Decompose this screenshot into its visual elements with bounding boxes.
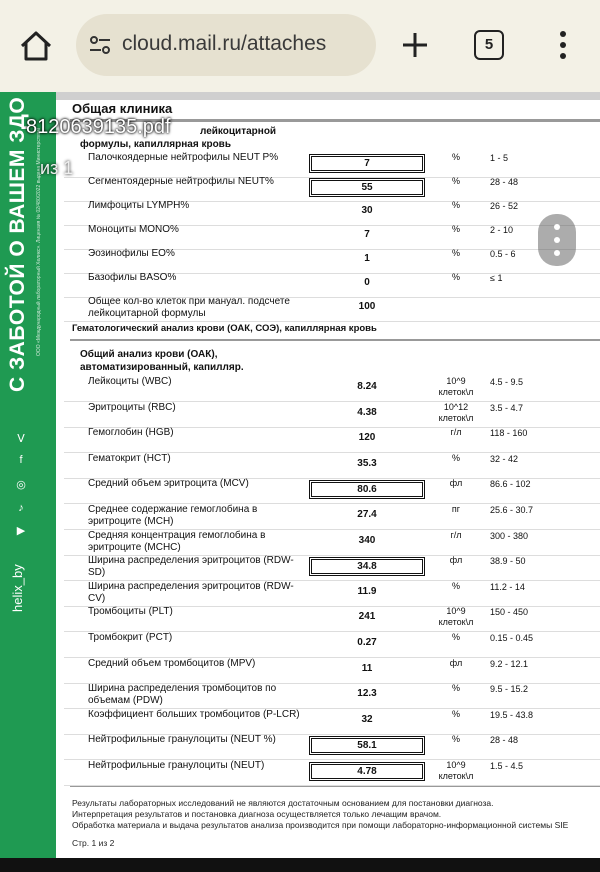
reference-range: 11.2 - 14 [490, 581, 525, 592]
facebook-icon: f [19, 454, 23, 466]
youtube-icon: ▶ [16, 525, 26, 537]
unit: % [451, 176, 460, 186]
result-value: 241 [358, 611, 376, 623]
table-row [64, 530, 600, 556]
result-value: 58.1 [311, 738, 423, 753]
result-value: 55 [311, 180, 423, 195]
result-value: 32 [361, 713, 373, 725]
test-name: Коэффициент больших тромбоцитов (P-LCR) [88, 708, 300, 720]
unit: % [451, 272, 460, 282]
table-row [64, 248, 600, 274]
subsection-divider [70, 339, 600, 341]
test-name: Ширина распределения эритроцитов (RDW-SD) [88, 555, 294, 579]
unit: % [451, 200, 460, 210]
brand-handle: helix_by [10, 564, 25, 612]
reference-range: 3.5 - 4.7 [490, 402, 524, 413]
unit: фл [449, 478, 463, 489]
reference-range: 300 - 380 [490, 530, 529, 541]
tiktok-icon: ♪ [18, 502, 24, 514]
reference-range: 86.6 - 102 [490, 479, 531, 490]
result-value: 120 [358, 432, 376, 444]
subsection-title-part1: лейкоцитарной [200, 126, 277, 137]
result-value: 0 [364, 277, 370, 288]
test-name: Общее кол-во клеток при мануал. подсчете лейкоцитарной формулы [88, 296, 290, 319]
reference-range: 1 - 5 [490, 153, 509, 163]
footer-divider [70, 786, 600, 787]
test-name: Базофилы BASO% [88, 272, 177, 283]
reference-range: 1.5 - 4.5 [490, 761, 524, 771]
test-name: Ширина распределения тромбоцитов по объемам (PDW) [88, 683, 277, 707]
result-value: 8.24 [357, 381, 377, 392]
reference-range: 26 - 52 [490, 201, 519, 211]
reference-range: 150 - 450 [490, 607, 529, 618]
footer-line-2: Интерпретация результатов и постановка диагноза осуществляется только лечащим врачом. [72, 809, 442, 819]
result-value: 80.6 [311, 482, 423, 497]
license-text: ООО «Международный лабораторный Хеликс». Лицензия № 02/480/2022 выдана Министерством [36, 128, 42, 356]
page-number: Стр. 1 из 2 [72, 838, 115, 848]
reference-range: 4.5 - 9.5 [490, 377, 524, 387]
address-bar[interactable] [76, 14, 376, 76]
unit: г/л [450, 427, 462, 438]
table-row [64, 581, 600, 607]
result-value: 100 [358, 301, 376, 312]
result-value: 4.78 [311, 764, 423, 779]
section-title: Общая клиника [72, 101, 173, 116]
test-name: Моноциты MONO% [88, 224, 179, 235]
result-value: 1 [364, 253, 370, 264]
unit: 10^12 клеток\л [438, 401, 474, 423]
subsection-cbc-line2: автоматизированный, капилляр. [80, 362, 244, 373]
unit: фл [449, 657, 463, 668]
table-row [64, 272, 600, 298]
pdf-filename: 8120639135.pdf [26, 116, 171, 138]
result-value: 7 [311, 156, 423, 171]
new-tab-icon[interactable] [398, 28, 432, 62]
subsection-cbc-line1: Общий анализ крови (ОАК), [80, 349, 218, 360]
unit: г/л [450, 529, 462, 540]
table-row [64, 709, 600, 735]
test-name: Эозинофилы EO% [88, 248, 175, 259]
test-name: Нейтрофильные гранулоциты (NEUT) [88, 760, 265, 771]
result-value: 35.3 [357, 457, 377, 469]
reference-range: 2 - 10 [490, 225, 514, 235]
pdf-page [64, 92, 600, 858]
reference-range: 19.5 - 43.8 [490, 709, 534, 720]
unit: % [451, 248, 460, 258]
home-icon[interactable] [14, 26, 58, 66]
footer-line-1: Результаты лабораторных исследований не являются достаточным основанием для постановки диагноза. [72, 798, 494, 808]
unit: % [451, 708, 460, 719]
test-name: Средняя концентрация гемоглобина в эритроците (MCHC) [88, 529, 266, 553]
result-value: 0.27 [357, 637, 377, 648]
table-row [64, 504, 600, 530]
result-value: 11 [361, 662, 373, 674]
test-name: Лимфоциты LYMPH% [88, 200, 190, 211]
reference-range: ≤ 1 [490, 273, 503, 283]
test-name: Средний объем тромбоцитов (MPV) [88, 657, 256, 669]
unit: % [451, 734, 460, 745]
test-name: Тромбокрит (PCT) [88, 632, 173, 643]
brand-sidebar [0, 92, 56, 858]
test-name: Сегментоядерные нейтрофилы NEUT% [88, 176, 274, 187]
unit: 10^9 клеток\л [438, 376, 474, 397]
table-row [64, 176, 600, 202]
test-name: Гемоглобин (HGB) [88, 427, 174, 439]
site-settings-icon[interactable] [88, 33, 112, 57]
reference-range: 25.6 - 30.7 [490, 505, 534, 515]
unit: % [451, 152, 460, 162]
table-row [64, 296, 600, 322]
instagram-icon: ◎ [16, 479, 26, 491]
reference-range: 28 - 48 [490, 735, 519, 746]
unit: фл [449, 555, 463, 566]
page-indicator: из 1 [40, 158, 74, 178]
table-row [64, 632, 600, 658]
reference-range: 0.5 - 6 [490, 249, 516, 259]
url-text[interactable]: cloud.mail.ru/attaches [122, 32, 327, 55]
vk-icon: ᐯ [17, 433, 25, 445]
more-menu-icon[interactable] [550, 28, 576, 62]
unit: % [451, 452, 460, 463]
table-row [64, 224, 600, 250]
brand-slogan: С ЗАБОТОЙ О ВАШЕМ ЗДО [6, 96, 29, 392]
table-row [64, 760, 600, 786]
dot-icon [554, 237, 560, 243]
result-value: 12.3 [357, 688, 377, 700]
test-name: Среднее содержание гемоглобина в эритроците (MCH) [88, 504, 258, 527]
dot-icon [554, 224, 560, 230]
table-row [64, 376, 600, 402]
table-row [64, 200, 600, 226]
reference-range: 32 - 42 [490, 453, 519, 464]
result-value: 11.9 [357, 585, 377, 597]
reference-range: 118 - 160 [490, 428, 528, 439]
reference-range: 0.15 - 0.45 [490, 633, 534, 643]
dot-icon [554, 250, 560, 256]
test-name: Палочкоядерные нейтрофилы NEUT P% [88, 152, 279, 163]
system-nav-bar [0, 858, 600, 872]
test-name: Ширина распределения эритроцитов (RDW-CV) [88, 580, 294, 604]
table-row [64, 683, 600, 709]
test-name: Гематокрит (HCT) [88, 452, 171, 464]
reference-range: 28 - 48 [490, 177, 519, 187]
reference-range: 9.5 - 15.2 [490, 684, 529, 695]
table-row [64, 658, 600, 684]
table-row [64, 606, 600, 632]
table-row [64, 555, 600, 581]
test-name: Эритроциты (RBC) [88, 401, 176, 413]
test-name: Средний объем эритроцита (MCV) [88, 478, 249, 490]
unit: % [451, 580, 460, 591]
test-name: Тромбоциты (PLT) [88, 606, 173, 618]
subsection-hematology: Гематологический анализ крови (ОАК, СОЭ), капиллярная кровь [72, 323, 377, 334]
unit: 10^9 клеток\л [438, 760, 474, 781]
unit: 10^9 клеток\л [438, 606, 474, 628]
result-value: 340 [358, 534, 376, 546]
table-row [64, 427, 600, 453]
reference-range: 38.9 - 50 [490, 556, 526, 567]
table-row [64, 734, 600, 760]
result-value: 27.4 [357, 509, 377, 520]
footer-line-3: Обработка материала и выдача результатов анализа производится при помощи лабораторно-информационной системы SIE [72, 820, 569, 830]
test-name: Лейкоциты (WBC) [88, 376, 172, 387]
pdf-viewer[interactable] [0, 92, 600, 858]
result-value: 4.38 [357, 406, 377, 418]
reference-range: 9.2 - 12.1 [490, 658, 529, 669]
table-row [64, 402, 600, 428]
tab-switcher-button[interactable]: 5 [474, 30, 504, 60]
browser-toolbar [0, 0, 600, 92]
result-value: 34.8 [311, 559, 423, 574]
table-row [64, 478, 600, 504]
table-row [64, 152, 600, 178]
test-name: Нейтрофильные гранулоциты (NEUT %) [88, 734, 276, 746]
viewer-menu-button[interactable] [538, 214, 576, 266]
unit: % [451, 683, 460, 694]
table-row [64, 453, 600, 479]
unit: % [451, 224, 460, 234]
result-value: 30 [361, 205, 373, 216]
subsection-title-part2: формулы, капиллярная кровь [80, 139, 231, 150]
unit: пг [451, 504, 461, 514]
unit: % [451, 632, 460, 642]
result-value: 7 [364, 229, 370, 240]
